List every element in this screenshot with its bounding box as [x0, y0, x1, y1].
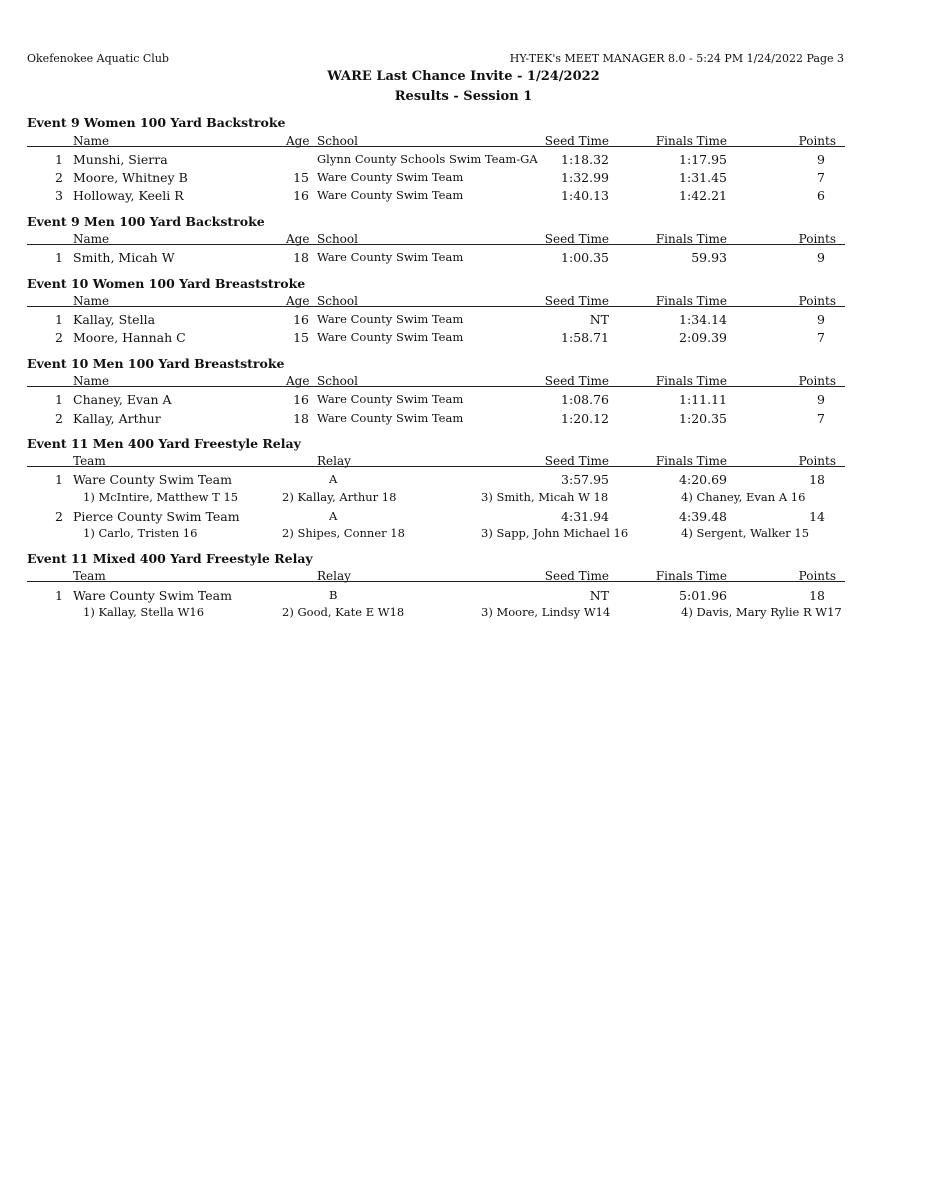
col-header-points: Points: [798, 454, 836, 468]
seed-time: 1:00.35: [561, 250, 609, 265]
relay-letter: B: [329, 588, 338, 602]
col-header-name: Name: [73, 294, 110, 308]
finals-time: 4:39.48: [679, 509, 727, 524]
finals-time: 5:01.96: [679, 588, 727, 603]
school: Ware County Swim Team: [317, 411, 464, 425]
col-header-school: School: [317, 294, 358, 308]
event-title: Event 10 Men 100 Yard Breaststroke: [27, 356, 285, 371]
finals-time: 1:42.21: [679, 188, 727, 203]
col-header-age: Age: [286, 232, 310, 246]
swimmer-name: Munshi, Sierra: [73, 152, 168, 167]
swimmer-name: Moore, Whitney B: [73, 170, 188, 185]
place: 2: [55, 509, 63, 524]
col-header-finals: Finals Time: [655, 569, 727, 583]
relay-swimmer: 2) Kallay, Arthur 18: [282, 490, 397, 504]
place: 1: [55, 392, 63, 407]
col-header-finals: Finals Time: [655, 454, 727, 468]
school: Ware County Swim Team: [317, 188, 464, 202]
school: Glynn County Schools Swim Team-GA: [317, 152, 538, 166]
header-rule: [27, 466, 845, 467]
relay-swimmer: 3) Smith, Micah W 18: [481, 490, 609, 504]
finals-time: 4:20.69: [679, 472, 727, 487]
school: Ware County Swim Team: [317, 250, 464, 264]
points: 18: [809, 472, 825, 487]
seed-time: 3:57.95: [561, 472, 609, 487]
swimmer-name: Moore, Hannah C: [73, 330, 186, 345]
place: 2: [55, 411, 63, 426]
col-header-name: Name: [73, 232, 110, 246]
col-header-team: Team: [73, 454, 106, 468]
place: 2: [55, 170, 63, 185]
col-header-age: Age: [286, 134, 310, 148]
seed-time: NT: [589, 312, 609, 327]
col-header-finals: Finals Time: [655, 232, 727, 246]
seed-time: 1:18.32: [561, 152, 609, 167]
seed-time: 1:58.71: [561, 330, 609, 345]
place: 1: [55, 250, 63, 265]
age: 18: [293, 411, 309, 426]
seed-time: 1:40.13: [561, 188, 609, 203]
col-header-points: Points: [798, 294, 836, 308]
swimmer-name: Kallay, Stella: [73, 312, 156, 327]
swimmer-name: Kallay, Arthur: [73, 411, 161, 426]
col-header-points: Points: [798, 374, 836, 388]
finals-time: 1:11.11: [679, 392, 727, 407]
place: 1: [55, 152, 63, 167]
age: 18: [293, 250, 309, 265]
col-header-points: Points: [798, 134, 836, 148]
col-header-name: Name: [73, 374, 110, 388]
place: 1: [55, 472, 63, 487]
col-header-school: School: [317, 374, 358, 388]
relay-swimmer: 2) Good, Kate E W18: [282, 605, 405, 619]
event-title: Event 11 Men 400 Yard Freestyle Relay: [27, 436, 301, 451]
school: Ware County Swim Team: [317, 392, 464, 406]
points: 9: [817, 152, 825, 167]
col-header-school: School: [317, 134, 358, 148]
meet-title: WARE Last Chance Invite - 1/24/2022: [327, 69, 600, 84]
col-header-seed: Seed Time: [544, 294, 609, 308]
points: 7: [817, 330, 825, 345]
relay-swimmer: 4) Sergent, Walker 15: [681, 526, 810, 540]
col-header-relay: Relay: [317, 569, 351, 583]
col-header-finals: Finals Time: [655, 134, 727, 148]
seed-time: 1:20.12: [561, 411, 609, 426]
col-header-finals: Finals Time: [655, 374, 727, 388]
col-header-finals: Finals Time: [655, 294, 727, 308]
swimmer-name: Chaney, Evan A: [73, 392, 172, 407]
col-header-points: Points: [798, 232, 836, 246]
relay-letter: A: [329, 509, 338, 523]
age: 16: [293, 188, 309, 203]
place: 1: [55, 312, 63, 327]
relay-swimmer: 2) Shipes, Conner 18: [282, 526, 405, 540]
header-rule: [27, 581, 845, 582]
seed-time: 1:08.76: [561, 392, 609, 407]
relay-swimmer: 4) Chaney, Evan A 16: [681, 490, 806, 504]
age: 16: [293, 392, 309, 407]
points: 9: [817, 312, 825, 327]
event-title: Event 9 Men 100 Yard Backstroke: [27, 214, 265, 229]
place: 2: [55, 330, 63, 345]
relay-swimmer: 1) Kallay, Stella W16: [83, 605, 205, 619]
school: Ware County Swim Team: [317, 170, 464, 184]
points: 9: [817, 250, 825, 265]
points: 9: [817, 392, 825, 407]
col-header-team: Team: [73, 569, 106, 583]
col-header-age: Age: [286, 294, 310, 308]
finals-time: 1:31.45: [679, 170, 727, 185]
relay-swimmer: 1) McIntire, Matthew T 15: [83, 490, 239, 504]
col-header-points: Points: [798, 569, 836, 583]
relay-swimmer: 4) Davis, Mary Rylie R W17: [681, 605, 842, 619]
age: 15: [293, 330, 309, 345]
points: 14: [809, 509, 825, 524]
header-rule: [27, 146, 845, 147]
col-header-age: Age: [286, 374, 310, 388]
points: 18: [809, 588, 825, 603]
seed-time: 4:31.94: [561, 509, 609, 524]
software-stamp: HY-TEK's MEET MANAGER 8.0 - 5:24 PM 1/24/2022 Page 3: [509, 52, 844, 65]
col-header-seed: Seed Time: [544, 134, 609, 148]
place: 3: [55, 188, 63, 203]
finals-time: 1:17.95: [679, 152, 727, 167]
relay-swimmer: 3) Sapp, John Michael 16: [481, 526, 629, 540]
team-name: Ware County Swim Team: [73, 588, 232, 603]
school: Ware County Swim Team: [317, 330, 464, 344]
col-header-seed: Seed Time: [544, 232, 609, 246]
relay-letter: A: [329, 472, 338, 486]
col-header-relay: Relay: [317, 454, 351, 468]
col-header-school: School: [317, 232, 358, 246]
points: 6: [817, 188, 825, 203]
finals-time: 1:20.35: [679, 411, 727, 426]
col-header-name: Name: [73, 134, 110, 148]
swimmer-name: Holloway, Keeli R: [73, 188, 184, 203]
club-name: Okefenokee Aquatic Club: [27, 52, 169, 65]
team-name: Pierce County Swim Team: [73, 509, 240, 524]
session-title: Results - Session 1: [394, 89, 533, 104]
event-title: Event 10 Women 100 Yard Breaststroke: [27, 276, 306, 291]
relay-swimmer: 3) Moore, Lindsy W14: [481, 605, 611, 619]
header-rule: [27, 386, 845, 387]
header-rule: [27, 244, 845, 245]
points: 7: [817, 411, 825, 426]
seed-time: 1:32.99: [561, 170, 609, 185]
points: 7: [817, 170, 825, 185]
finals-time: 1:34.14: [679, 312, 727, 327]
col-header-seed: Seed Time: [544, 374, 609, 388]
relay-swimmer: 1) Carlo, Tristen 16: [83, 526, 198, 540]
finals-time: 2:09.39: [679, 330, 727, 345]
col-header-seed: Seed Time: [544, 454, 609, 468]
place: 1: [55, 588, 63, 603]
age: 15: [293, 170, 309, 185]
seed-time: NT: [589, 588, 609, 603]
header-rule: [27, 306, 845, 307]
event-title: Event 9 Women 100 Yard Backstroke: [27, 115, 286, 130]
school: Ware County Swim Team: [317, 312, 464, 326]
swimmer-name: Smith, Micah W: [73, 250, 175, 265]
team-name: Ware County Swim Team: [73, 472, 232, 487]
col-header-seed: Seed Time: [544, 569, 609, 583]
event-title: Event 11 Mixed 400 Yard Freestyle Relay: [27, 551, 313, 566]
finals-time: 59.93: [691, 250, 727, 265]
age: 16: [293, 312, 309, 327]
